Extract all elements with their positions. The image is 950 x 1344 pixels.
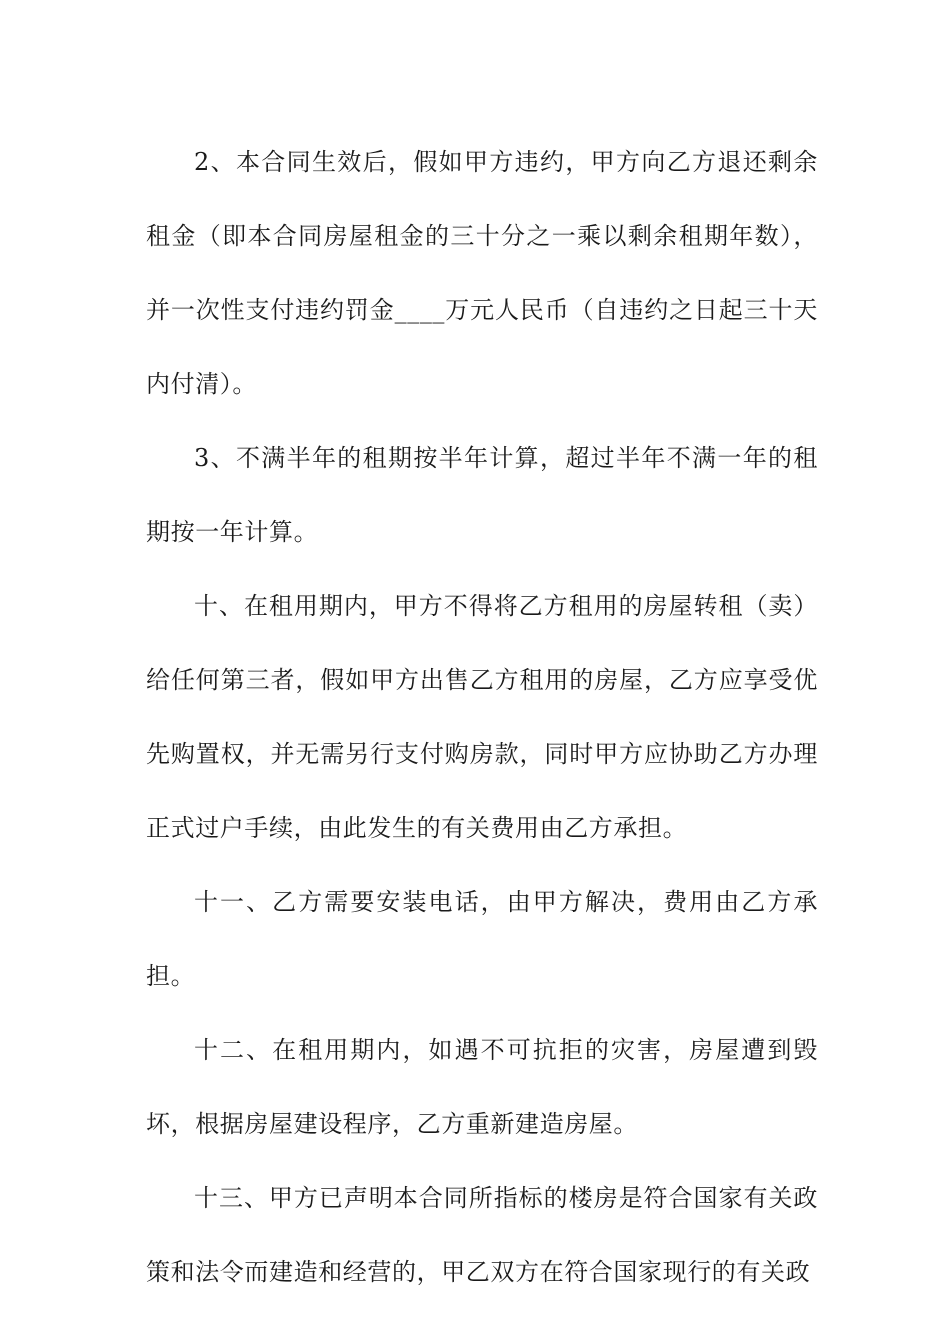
clause-9-item-2: 2、本合同生效后，假如甲方违约，甲方向乙方退还剩余租金（即本合同房屋租金的三十分之一乘以剩余租期年数），并一次性支付违约罚金____万元人民币（自违约之日起三十天内付清）。	[146, 148, 818, 398]
clause-9-item-3: 3、不满半年的租期按半年计算，超过半年不满一年的租期按一年计算。	[146, 444, 818, 546]
clause-10: 十、在租用期内，甲方不得将乙方租用的房屋转租（卖）给任何第三者，假如甲方出售乙方租用的房屋，乙方应享受优先购置权，并无需另行支付购房款，同时甲方应协助乙方办理正式过户手续，由此发生的有关费用由乙方承担。	[146, 592, 818, 842]
clause-12: 十二、在租用期内，如遇不可抗拒的灾害，房屋遭到毁坏，根据房屋建设程序，乙方重新建造房屋。	[146, 1036, 818, 1138]
document-body	[146, 125, 818, 1309]
clause-13: 十三、甲方已声明本合同所指标的楼房是符合国家有关政策和法令而建造和经营的，甲乙双方在符合国家现行的有关政	[146, 1184, 818, 1286]
clause-11: 十一、乙方需要安装电话，由甲方解决，费用由乙方承担。	[146, 888, 818, 990]
